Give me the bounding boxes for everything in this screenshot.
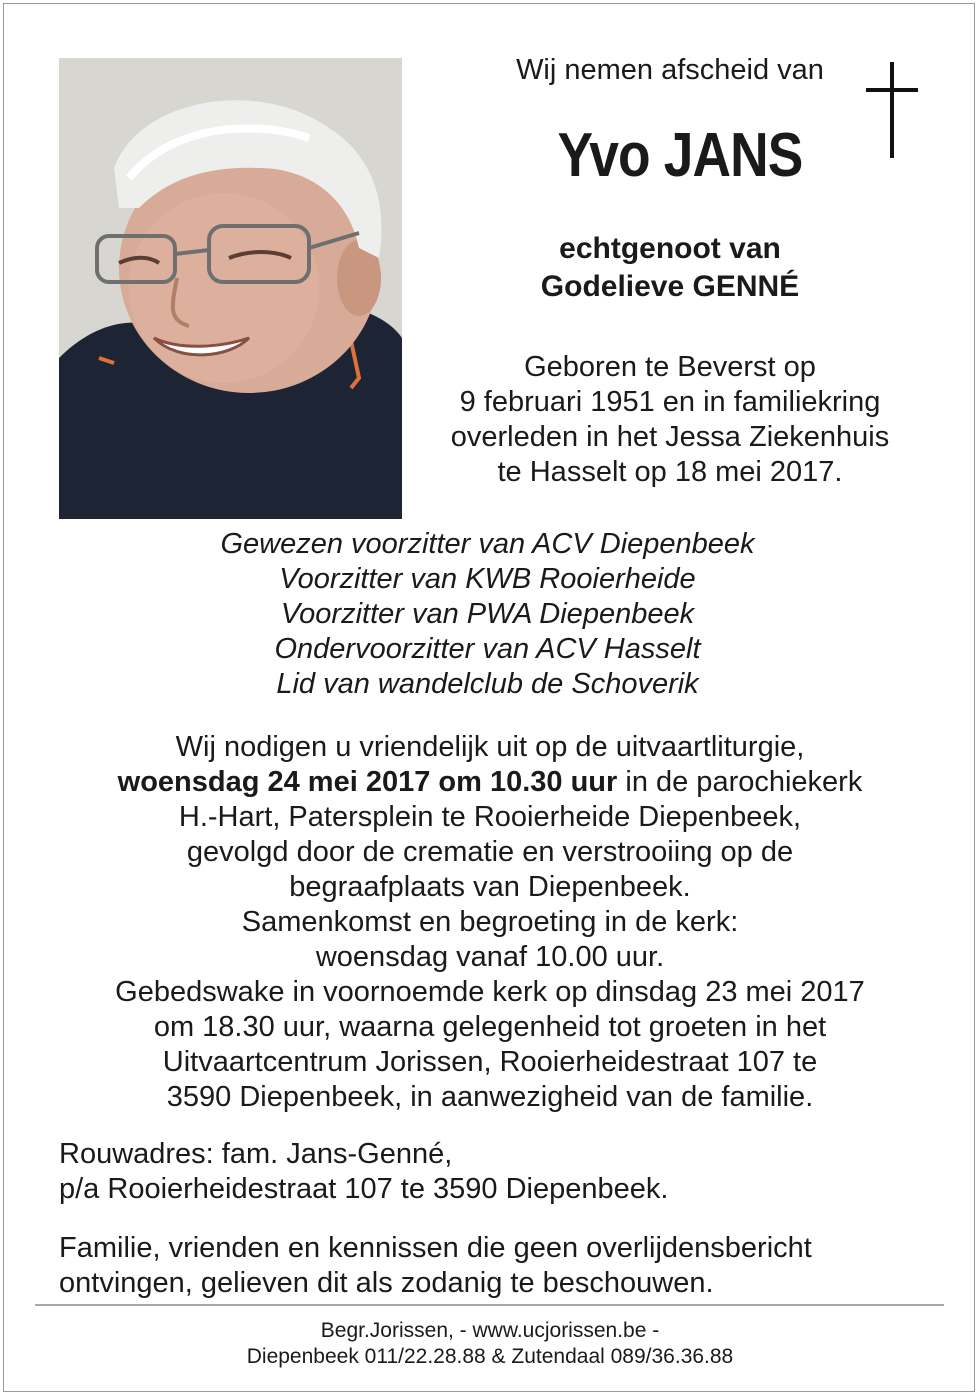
- funeral-invitation: [30, 730, 950, 1115]
- invitation-line: Samenkomst en begroeting in de kerk:: [241, 906, 739, 938]
- invitation-line: Uitvaartcentrum Jorissen, Rooierheidestraat 107 te: [162, 1046, 818, 1078]
- role-item: Lid van wandelclub de Schoverik: [276, 668, 699, 700]
- role-item: Voorzitter van PWA Diepenbeek: [280, 598, 695, 630]
- deceased-name: Yvo JANS: [557, 121, 803, 190]
- roles-list: [40, 527, 935, 702]
- invitation-line: om 18.30 uur, waarna gelegenheid tot groeten in het: [153, 1011, 827, 1043]
- birth-death-block: [420, 350, 920, 490]
- invitation-line: gevolgd door de crematie en verstrooiing op de: [186, 836, 794, 868]
- spouse-name: Godelieve GENNÉ: [540, 270, 800, 303]
- footer-line: Begr.Jorissen, - www.ucjorissen.be -: [320, 1319, 660, 1342]
- intro-text: Wij nemen afscheid van: [516, 54, 824, 86]
- spouse-block: [420, 230, 920, 306]
- birth-death-line: overleden in het Jessa Ziekenhuis: [450, 421, 890, 453]
- address-line: Rouwadres: fam. Jans-Genné,: [59, 1138, 453, 1170]
- footer-line: Diepenbeek 011/22.28.88 & Zutendaal 089/36.36.88: [246, 1345, 734, 1368]
- birth-death-line: te Hasselt op 18 mei 2017.: [497, 456, 843, 488]
- mourning-address: [59, 1137, 939, 1207]
- funeral-home-footer: [100, 1318, 880, 1370]
- spouse-relation: echtgenoot van: [559, 232, 781, 265]
- funeral-date: woensdag 24 mei 2017 om 10.30 uur: [117, 766, 618, 798]
- notice-line: ontvingen, gelieven dit als zodanig te beschouwen.: [59, 1267, 714, 1299]
- invitation-line: begraafplaats van Diepenbeek.: [289, 871, 691, 903]
- portrait-photo: [59, 58, 402, 519]
- birth-death-line: 9 februari 1951 en in familiekring: [459, 386, 881, 418]
- address-line: p/a Rooierheidestraat 107 te 3590 Diepenbeek.: [59, 1173, 669, 1205]
- role-item: Gewezen voorzitter van ACV Diepenbeek: [220, 528, 755, 560]
- portrait-illustration: [59, 58, 402, 519]
- role-item: Ondervoorzitter van ACV Hasselt: [274, 633, 701, 665]
- invitation-line-rest: in de parochiekerk: [617, 766, 863, 798]
- invitation-date-line: [30, 765, 950, 800]
- invitation-line: Gebedswake in voornoemde kerk op dinsdag 23 mei 2017: [115, 976, 865, 1008]
- invitation-line: H.-Hart, Patersplein te Rooierheide Diepenbeek,: [178, 801, 802, 833]
- invitation-line: woensdag vanaf 10.00 uur.: [315, 941, 665, 973]
- footer-divider: [35, 1304, 944, 1306]
- role-item: Voorzitter van KWB Rooierheide: [279, 563, 696, 595]
- invitation-line: Wij nodigen u vriendelijk uit op de uitvaartliturgie,: [175, 731, 805, 763]
- birth-death-line: Geboren te Beverst op: [524, 351, 816, 383]
- invitation-line: 3590 Diepenbeek, in aanwezigheid van de familie.: [166, 1081, 814, 1113]
- notice-line: Familie, vrienden en kennissen die geen overlijdensbericht: [59, 1232, 812, 1264]
- notice-text: [59, 1231, 939, 1301]
